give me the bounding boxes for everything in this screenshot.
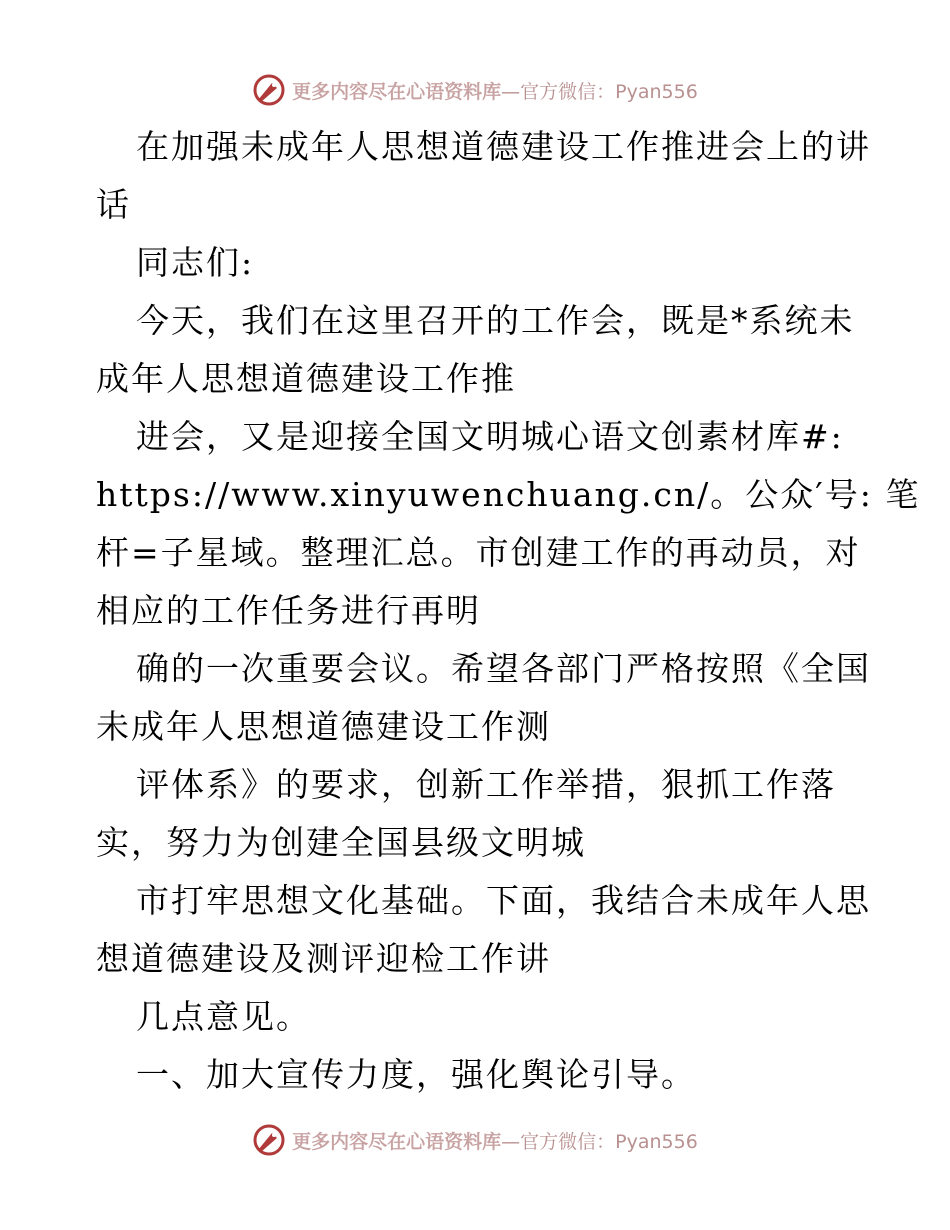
- text-line: 市打牢思想文化基础。下面，我结合未成年人思: [136, 881, 871, 920]
- banner-text: [292, 1127, 698, 1154]
- text-line: 成年人思想道德建设工作推: [96, 359, 516, 398]
- text-line: 相应的工作任务进行再明: [96, 591, 481, 630]
- text-line: 杆=子星域。整理汇总。市创建工作的再动员，对: [96, 533, 861, 572]
- banner-title: 更多内容尽在心语资料库: [292, 80, 502, 103]
- text-line: 话: [96, 185, 131, 224]
- pen-nib-logo-icon: [252, 73, 286, 107]
- text-line: 今天，我们在这里召开的工作会，既是*系统未: [136, 301, 855, 340]
- text-line: 在加强未成年人思想道德建设工作推进会上的讲: [136, 127, 871, 166]
- text-line: 几点意见。: [136, 997, 311, 1036]
- text-line: 未成年人思想道德建设工作测: [96, 707, 551, 746]
- document-body: [96, 118, 921, 1104]
- banner-text: [292, 77, 698, 104]
- text-line: 评体系》的要求，创新工作举措，狠抓工作落: [136, 765, 836, 804]
- footer-banner: [0, 1120, 950, 1160]
- text-line: https://www.xinyuwenchuang.cn/。公众′号: 笔: [96, 475, 921, 514]
- text-line: 进会，又是迎接全国文明城心语文创素材库#:: [136, 417, 844, 456]
- text-line: 想道德建设及测评迎检工作讲: [96, 939, 551, 978]
- pen-nib-logo-icon: [252, 1123, 286, 1157]
- text-line: 同志们:: [136, 243, 255, 282]
- text-line: 一、加大宣传力度，强化舆论引导。: [136, 1055, 696, 1094]
- text-line: 确的一次重要会议。希望各部门严格按照《全国: [136, 649, 871, 688]
- banner-contact: —官方微信：Pyan556: [501, 1130, 698, 1153]
- banner-title: 更多内容尽在心语资料库: [292, 1130, 502, 1153]
- banner-contact: —官方微信：Pyan556: [501, 80, 698, 103]
- text-line: 实，努力为创建全国县级文明城: [96, 823, 586, 862]
- header-banner: [0, 70, 950, 110]
